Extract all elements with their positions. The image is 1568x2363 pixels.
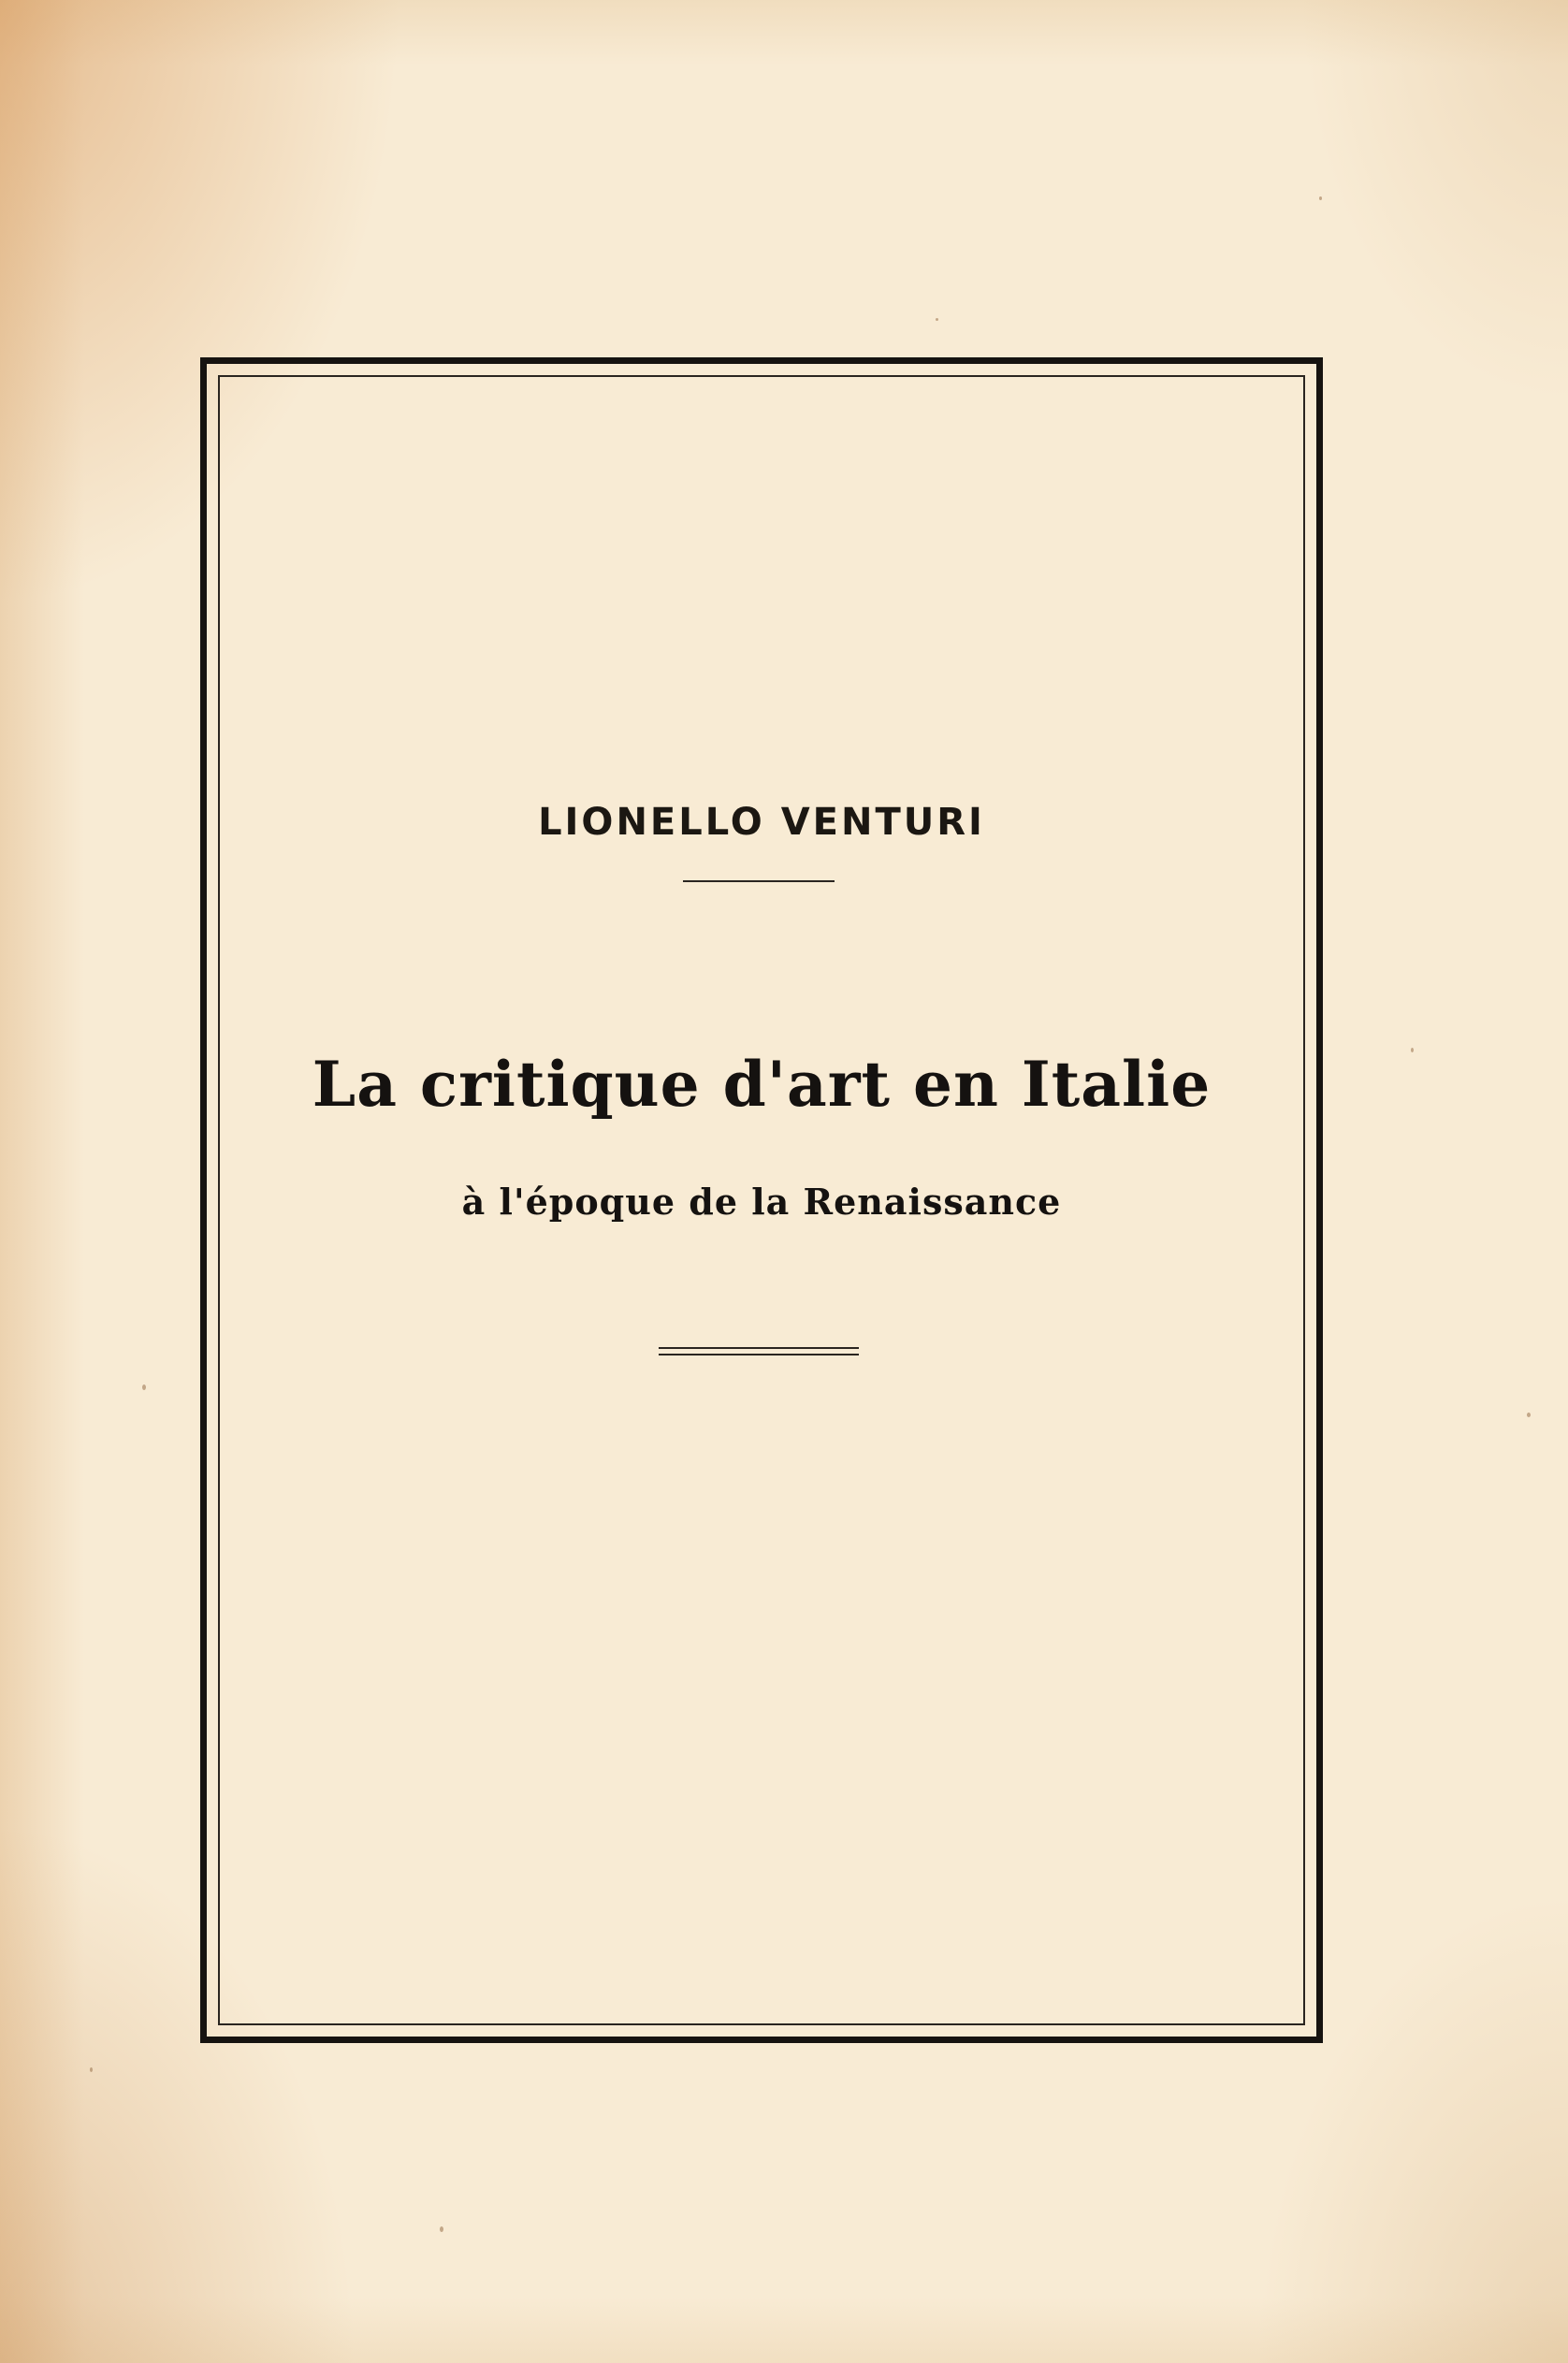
book-title: La critique d'art en Italie: [312, 1048, 1212, 1121]
paper-speck: [1319, 196, 1322, 200]
paper-speck: [1411, 1048, 1414, 1052]
paper-speck: [90, 2067, 93, 2072]
paper-speck: [142, 1384, 146, 1390]
paper-speck: [440, 2226, 443, 2232]
book-subtitle: à l'époque de la Renaissance: [461, 1181, 1062, 1223]
paper-speck: [1527, 1413, 1531, 1417]
double-separator-rule: [659, 1347, 859, 1355]
paper-speck: [936, 318, 938, 321]
author-name: LIONELLO VENTURI: [538, 801, 985, 844]
separator-rule: [683, 880, 835, 882]
